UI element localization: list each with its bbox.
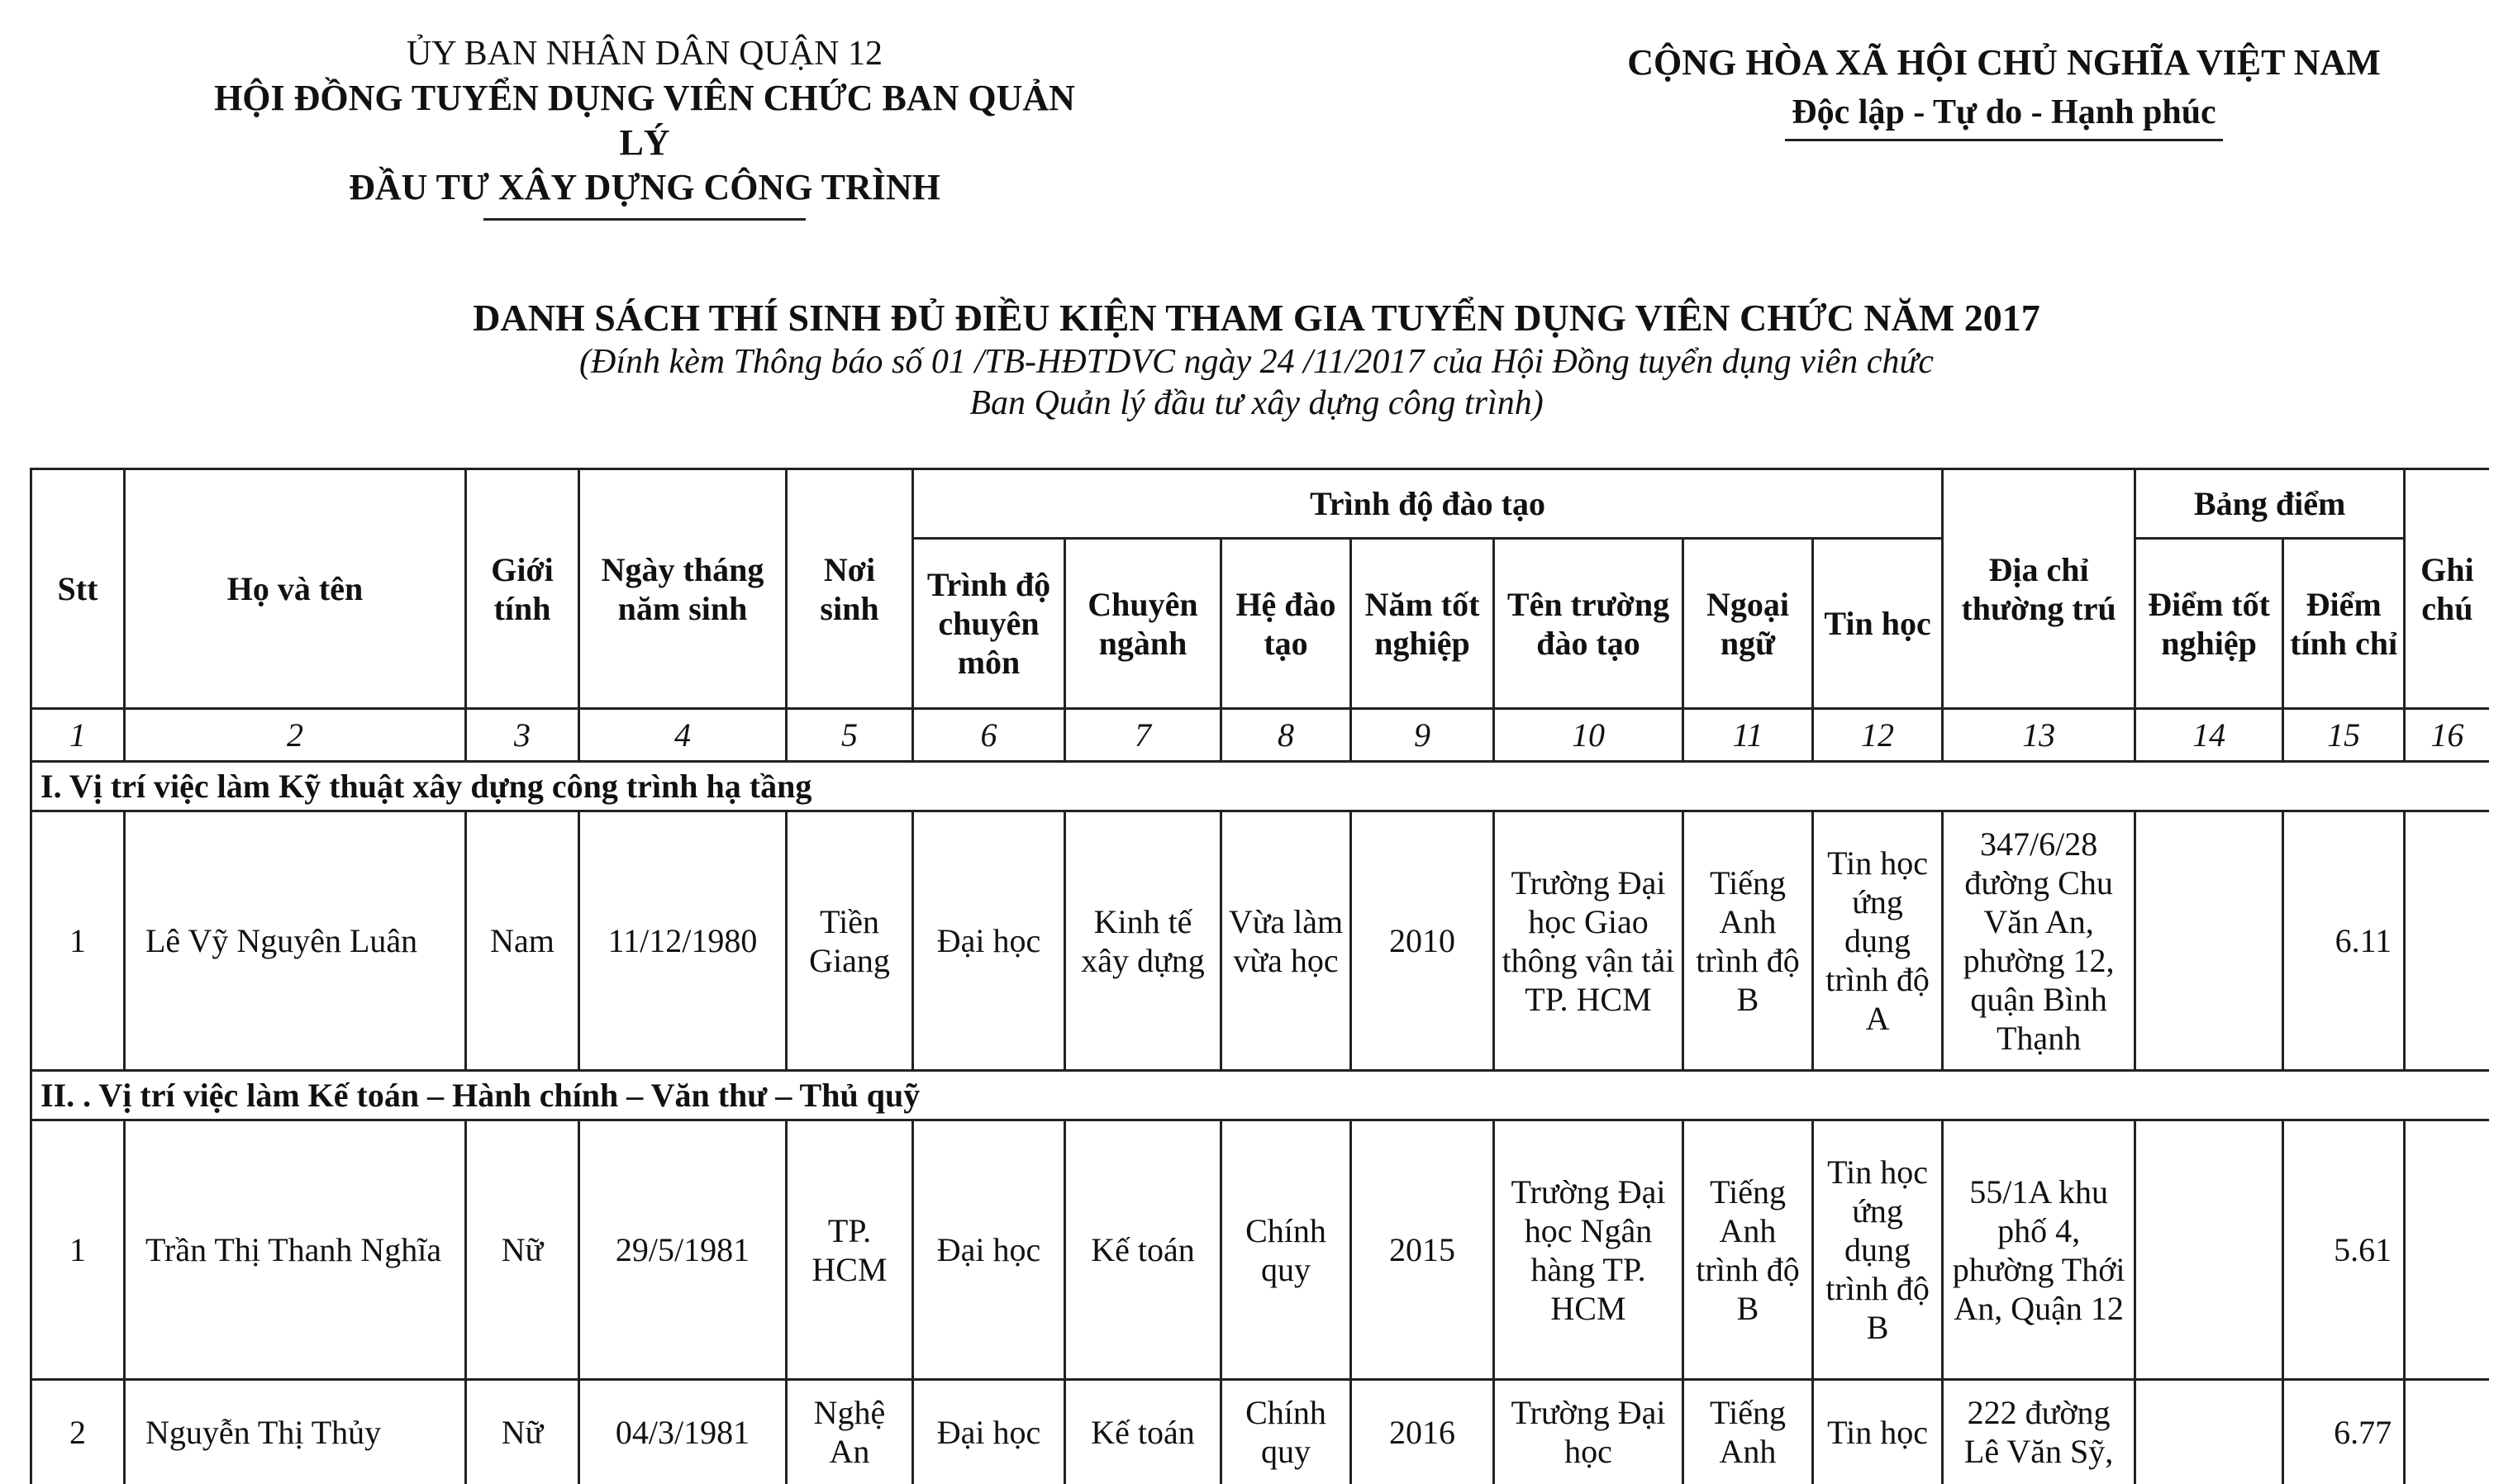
cell-graduation-year: 2015 <box>1351 1120 1494 1380</box>
cell-gender: Nam <box>466 811 579 1071</box>
header-row-1 <box>31 469 2489 539</box>
col-header-birthplace: Nơi sinh <box>787 469 913 709</box>
cell-grad-score <box>2135 1380 2283 1484</box>
cell-notes <box>2405 1120 2489 1380</box>
cell-grad-score <box>2135 1120 2283 1380</box>
national-title: CỘNG HÒA XÃ HỘI CHỦ NGHĨA VIỆT NAM <box>1627 42 2381 83</box>
cell-it: Tin học <box>1813 1380 1943 1484</box>
cell-qualification: Đại học <box>913 811 1065 1071</box>
cell-gender: Nữ <box>466 1380 579 1484</box>
cell-birthplace: TP. HCM <box>787 1120 913 1380</box>
cell-notes <box>2405 1380 2489 1484</box>
cell-notes <box>2405 811 2489 1071</box>
cell-study-mode: Chính quy <box>1221 1120 1351 1380</box>
col-header-notes: Ghi chú <box>2405 469 2489 709</box>
document-title: DANH SÁCH THÍ SINH ĐỦ ĐIỀU KIỆN THAM GIA TUYỂN DỤNG VIÊN CHỨC NĂM 2017 <box>473 297 2040 339</box>
cell-qualification: Đại học <box>913 1120 1065 1380</box>
cell-address: 55/1A khu phố 4, phường Thới An, Quận 12 <box>1943 1120 2135 1380</box>
col-header-gender: Giới tính <box>466 469 579 709</box>
cell-major: Kế toán <box>1065 1380 1221 1484</box>
section-title-2: II. . Vị trí việc làm Kế toán – Hành chính – Văn thư – Thủ quỹ <box>31 1071 2489 1120</box>
col-header-birthdate: Ngày tháng năm sinh <box>579 469 787 709</box>
cell-major: Kế toán <box>1065 1120 1221 1380</box>
cell-it: Tin học ứng dụng trình độ A <box>1813 811 1943 1071</box>
table-row <box>31 1120 2489 1380</box>
cell-language: Tiếng Anh <box>1683 1380 1813 1484</box>
col-header-major: Chuyên ngành <box>1065 539 1221 709</box>
col-header-graduation-year: Năm tốt nghiệp <box>1351 539 1494 709</box>
cell-name: Lê Vỹ Nguyên Luân <box>125 811 466 1071</box>
motto-underline <box>1785 139 2223 141</box>
col-header-address: Địa chỉ thường trú <box>1943 469 2135 709</box>
column-number: 15 <box>2283 709 2405 762</box>
cell-grad-score <box>2135 811 2283 1071</box>
cell-language: Tiếng Anh trình độ B <box>1683 1120 1813 1380</box>
column-number: 11 <box>1683 709 1813 762</box>
cell-qualification: Đại học <box>913 1380 1065 1484</box>
cell-credit-score: 6.77 <box>2283 1380 2405 1484</box>
column-number: 14 <box>2135 709 2283 762</box>
col-header-grad-score: Điểm tốt nghiệp <box>2135 539 2283 709</box>
cell-graduation-year: 2016 <box>1351 1380 1494 1484</box>
col-header-qualification: Trình độ chuyên môn <box>913 539 1065 709</box>
column-number: 3 <box>466 709 579 762</box>
national-header <box>1587 38 2421 141</box>
cell-name: Nguyễn Thị Thủy <box>125 1380 466 1484</box>
cell-credit-score: 6.11 <box>2283 811 2405 1071</box>
cell-address: 347/6/28 đường Chu Văn An, phường 12, quận Bình Thạnh <box>1943 811 2135 1071</box>
document-subtitle-1: (Đính kèm Thông báo số 01 /TB-HĐTDVC ngày 24 /11/2017 của Hội Đồng tuyển dụng viên chức <box>579 343 1934 381</box>
cell-gender: Nữ <box>466 1120 579 1380</box>
section-row <box>31 762 2489 811</box>
issuer-line-3: ĐẦU TƯ XÂY DỰNG CÔNG TRÌNH <box>349 167 940 207</box>
col-header-language: Ngoại ngữ <box>1683 539 1813 709</box>
section-title-1: I. Vị trí việc làm Kỹ thuật xây dựng công trình hạ tầng <box>31 762 2489 811</box>
issuer-line-2: HỘI ĐỒNG TUYỂN DỤNG VIÊN CHỨC BAN QUẢN LÝ <box>214 78 1075 163</box>
cell-it: Tin học ứng dụng trình độ B <box>1813 1120 1943 1380</box>
cell-school: Trường Đại học Ngân hàng TP. HCM <box>1494 1120 1683 1380</box>
cell-address: 222 đường Lê Văn Sỹ, <box>1943 1380 2135 1484</box>
cell-name: Trần Thị Thanh Nghĩa <box>125 1120 466 1380</box>
cell-stt: 1 <box>31 1120 125 1380</box>
column-number: 12 <box>1813 709 1943 762</box>
national-motto: Độc lập - Tự do - Hạnh phúc <box>1792 93 2216 131</box>
column-number-row <box>31 709 2489 762</box>
col-header-it: Tin học <box>1813 539 1943 709</box>
section-row <box>31 1071 2489 1120</box>
table-row <box>31 1380 2489 1484</box>
column-number: 1 <box>31 709 125 762</box>
candidate-table <box>30 468 2489 1484</box>
cell-study-mode: Vừa làm vừa học <box>1221 811 1351 1071</box>
cell-graduation-year: 2010 <box>1351 811 1494 1071</box>
column-number: 5 <box>787 709 913 762</box>
column-number: 6 <box>913 709 1065 762</box>
column-number: 7 <box>1065 709 1221 762</box>
cell-birthplace: Nghệ An <box>787 1380 913 1484</box>
group-header-training: Trình độ đào tạo <box>913 469 1943 539</box>
cell-birthdate: 04/3/1981 <box>579 1380 787 1484</box>
cell-credit-score: 5.61 <box>2283 1120 2405 1380</box>
cell-language: Tiếng Anh trình độ B <box>1683 811 1813 1071</box>
document-subtitle-2: Ban Quản lý đầu tư xây dựng công trình) <box>969 384 1544 422</box>
column-number: 16 <box>2405 709 2489 762</box>
col-header-stt: Stt <box>31 469 125 709</box>
cell-stt: 1 <box>31 811 125 1071</box>
column-number: 2 <box>125 709 466 762</box>
column-number: 10 <box>1494 709 1683 762</box>
cell-stt: 2 <box>31 1380 125 1484</box>
col-header-school: Tên trường đào tạo <box>1494 539 1683 709</box>
issuer-underline <box>483 218 806 221</box>
cell-birthplace: Tiền Giang <box>787 811 913 1071</box>
col-header-study-mode: Hệ đào tạo <box>1221 539 1351 709</box>
table-row <box>31 811 2489 1071</box>
cell-school: Trường Đại học Giao thông vận tải TP. HCM <box>1494 811 1683 1071</box>
cell-birthdate: 11/12/1980 <box>579 811 787 1071</box>
column-number: 9 <box>1351 709 1494 762</box>
issuer-line-1: ỦY BAN NHÂN DÂN QUẬN 12 <box>407 35 883 73</box>
column-number: 13 <box>1943 709 2135 762</box>
group-header-scores: Bảng điểm <box>2135 469 2405 539</box>
column-number: 4 <box>579 709 787 762</box>
cell-major: Kinh tế xây dựng <box>1065 811 1221 1071</box>
cell-study-mode: Chính quy <box>1221 1380 1351 1484</box>
col-header-name: Họ và tên <box>125 469 466 709</box>
issuer-header <box>207 31 1083 221</box>
column-number: 8 <box>1221 709 1351 762</box>
col-header-credit-score: Điểm tính chỉ <box>2283 539 2405 709</box>
cell-school: Trường Đại học <box>1494 1380 1683 1484</box>
cell-birthdate: 29/5/1981 <box>579 1120 787 1380</box>
